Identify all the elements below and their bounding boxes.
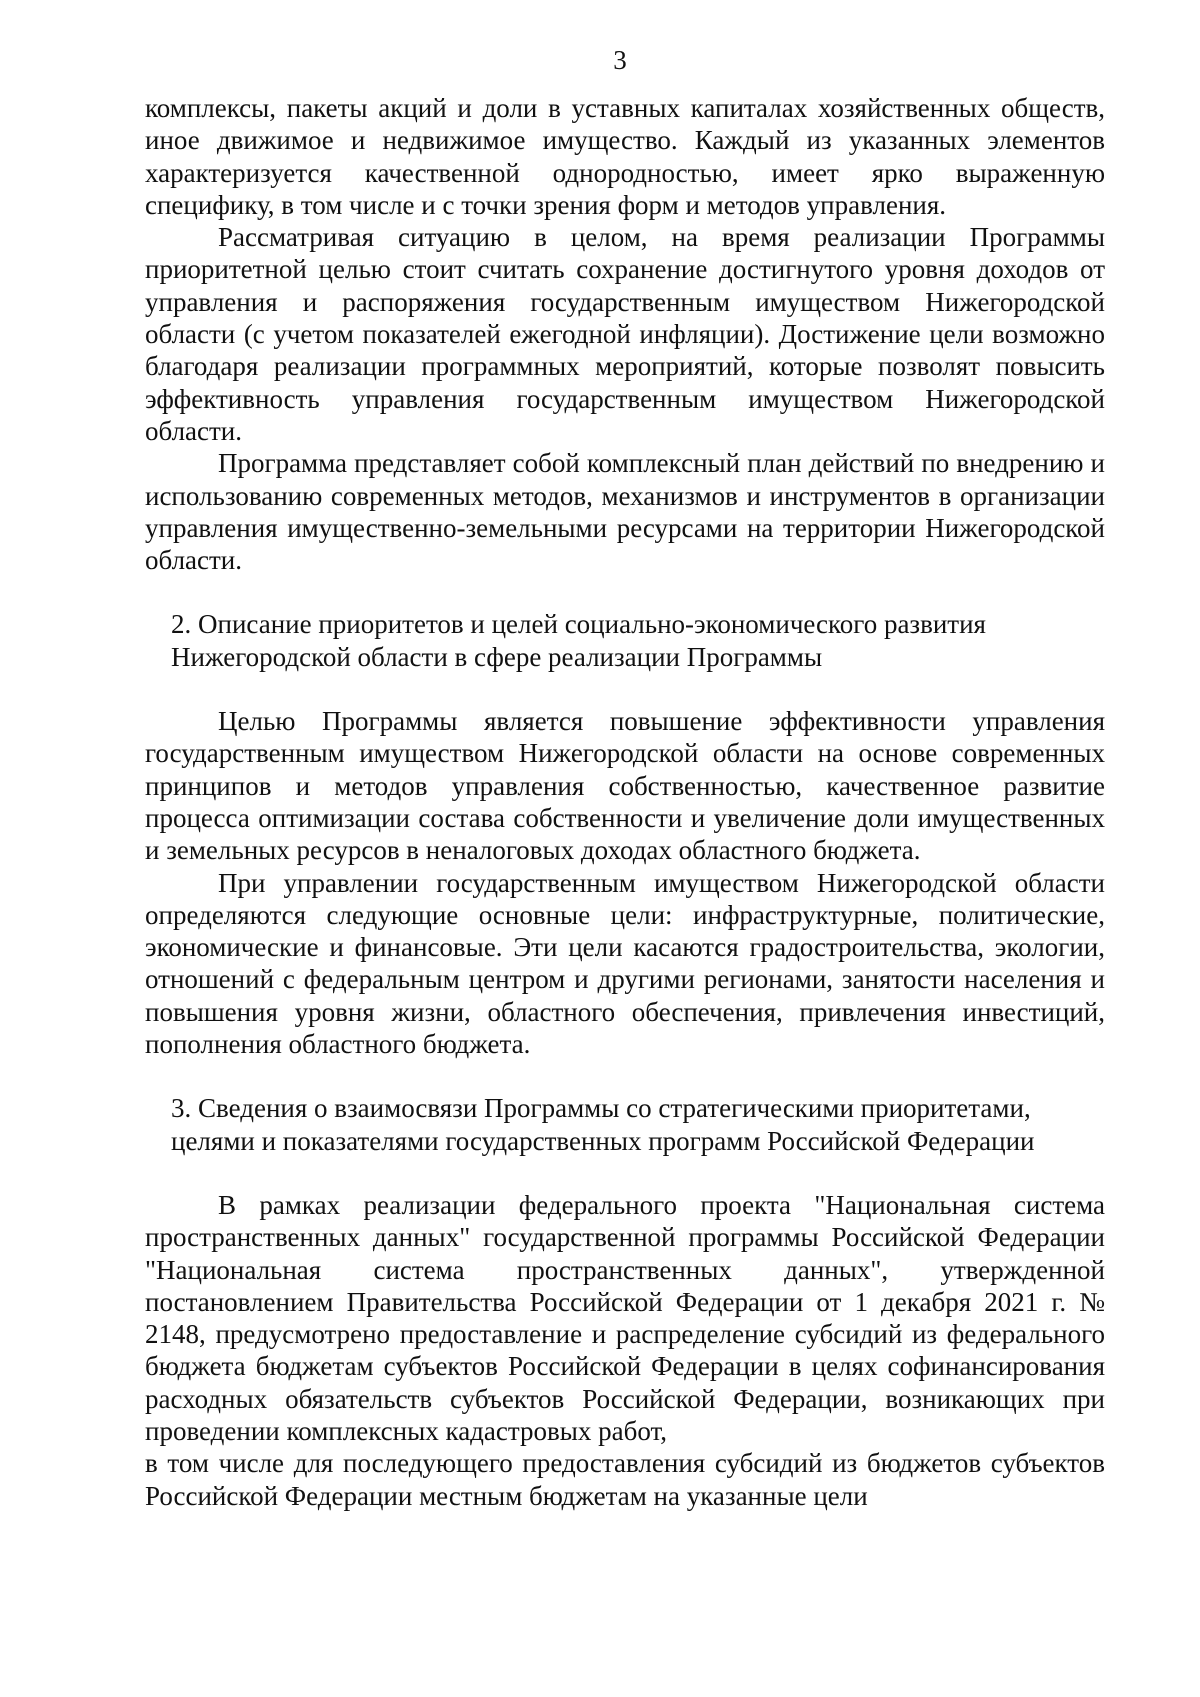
section-3-paragraph-1: В рамках реализации федерального проекта "Национальная система пространственных данных" государственной программы Российской Федерации "Национальная система пространственных данных", утвержденной постановлением Правительства Российской Федерации от 1 декабря 2021 г. № 2148, предусмотрено предоставление и распределение субсидий из федерального бюджета бюджетам субъектов Российской Федерации в целях софинансирования расходных обязательств субъектов Российской Федерации, возникающих при проведении комплексных кадастровых работ,: [145, 1189, 1105, 1446]
section-2-heading-line-1: 2. Описание приоритетов и целей социально-экономического развития: [171, 609, 986, 640]
paragraph-intro-1: комплексы, пакеты акций и доли в уставных капиталах хозяйственных обществ, иное движимое и недвижимое имущество. Каждый из указанных элементов характеризуется качественной однородностью, имеет ярко выраженную специфику, в том числе и с точки зрения форм и методов управления.: [145, 93, 1105, 220]
paragraph-intro-2: Рассматривая ситуацию в целом, на время реализации Программы приоритетной целью стоит считать сохранение достигнутого уровня доходов от управления и распоряжения государственным имуществом Нижегородской области (с учетом показателей ежегодной инфляции). Достижение цели возможно благодаря реализации программных мероприятий, которые позволят повысить эффективность управления государственным имуществом Нижегородской области.: [145, 222, 1105, 446]
section-3-paragraph-2: в том числе для последующего предоставления субсидий из бюджетов субъектов Российской Федерации местным бюджетам на указанные цели: [145, 1448, 1105, 1511]
section-2-paragraph-1: Целью Программы является повышение эффективности управления государственным имуществом Нижегородской области на основе современных принципов и методов управления собственностью, качественное развитие процесса оптимизации состава собственности и увеличение доли имущественных и земельных ресурсов в неналоговых доходах областного бюджета.: [145, 706, 1105, 866]
section-2-heading-line-2: Нижегородской области в сфере реализации Программы: [171, 641, 823, 672]
page-number: 3: [613, 45, 627, 75]
paragraph-intro-3: Программа представляет собой комплексный план действий по внедрению и использованию современных методов, механизмов и инструментов в организации управления имущественно-земельными ресурсами на территории Нижегородской области.: [145, 448, 1105, 576]
section-2-paragraph-2: При управлении государственным имуществом Нижегородской области определяются следующие основные цели: инфраструктурные, политические, экономические и финансовые. Эти цели касаются градостроительства, экологии, отношений с федеральным центром и другими регионами, занятости населения и повышения уровня жизни, областного обеспечения, привлечения инвестиций, пополнения областного бюджета.: [145, 867, 1105, 1060]
section-2-heading: [145, 608, 1105, 673]
section-3-heading-line-2: целями и показателями государственных программ Российской Федерации: [171, 1125, 1035, 1156]
document-body: [145, 92, 1105, 1512]
section-3-heading: [145, 1092, 1105, 1157]
section-3-heading-line-1: 3. Сведения о взаимосвязи Программы со стратегическими приоритетами,: [171, 1093, 1031, 1124]
